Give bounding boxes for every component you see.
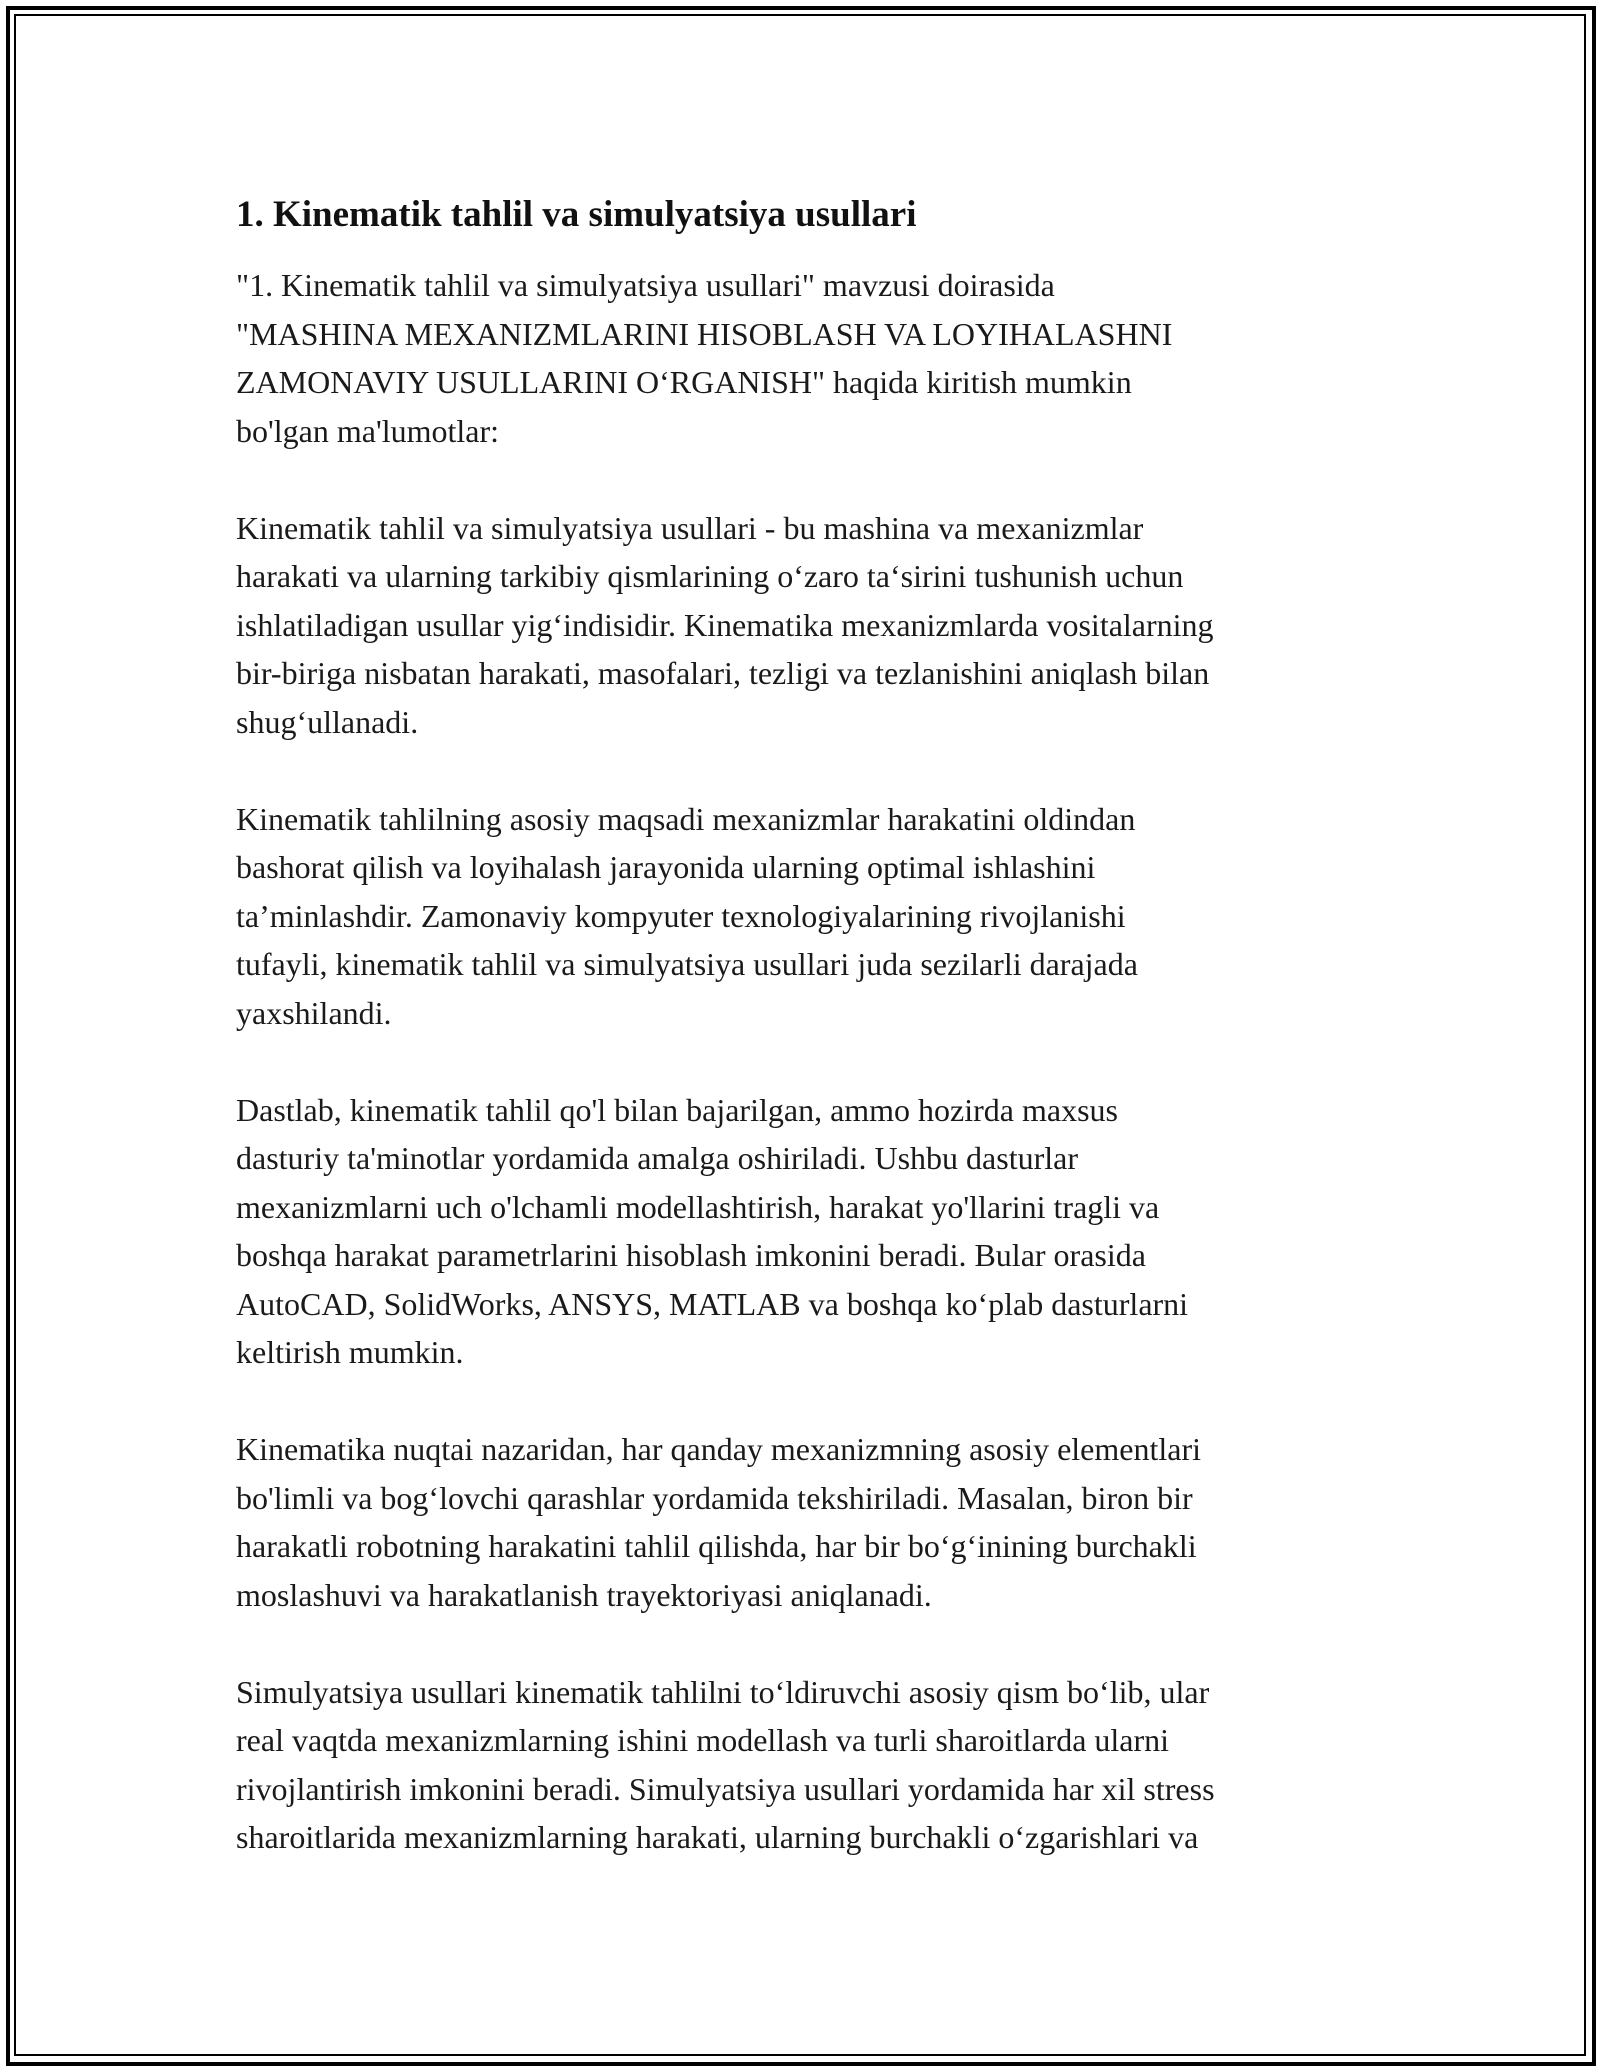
paragraph-purpose: Kinematik tahlilning asosiy maqsadi mexanizmlar harakatini oldindan bashorat qilish va loyihalash jarayonida ularning optimal ishlashini ta’minlashdir. Zamonaviy kompyuter texnologiyalarining rivojlanishi tufayli, kinematik tahlil va simulyatsiya usullari juda sezilarli darajada yaxshilandi. <box>236 800 1138 1031</box>
paragraph-intro: "1. Kinematik tahlil va simulyatsiya usullari" mavzusi doirasida "MASHINA MEXANIZMLARINI HISOBLASH VA LOYIHALASHNI ZAMONAVIY USULLARINI O‘RGANISH" haqida kiritish mumkin bo'lgan ma'lumotlar: <box>236 267 1173 449</box>
paragraph-software: Dastlab, kinematik tahlil qo'l bilan bajarilgan, ammo hozirda maxsus dasturiy ta'minotlar yordamida amalga oshiriladi. Ushbu dasturlar mexanizmlarni uch o'lchamli modellashtirish, harakat yo'llarini tragli va boshqa harakat parametrlarini hisoblash imkonini beradi. Bular orasida AutoCAD, SolidWorks, ANSYS, MATLAB va boshqa ko‘plab dasturlarni keltirish mumkin. <box>236 1091 1189 1370</box>
document-text <box>236 261 1386 1862</box>
paragraph-definition: Kinematik tahlil va simulyatsiya usullari - bu mashina va mexanizmlar harakati va ularning tarkibiy qismlarining o‘zaro ta‘sirini tushunish uchun ishlatiladigan usullar yig‘indisidir. Kinematika mexanizmlarda vositalarning bir-biriga nisbatan harakati, masofalari, tezligi va tezlanishini aniqlash bilan shug‘ullanadi. <box>236 509 1214 740</box>
document-title: 1. Kinematik tahlil va simulyatsiya usullari <box>236 194 917 235</box>
document-body <box>236 190 1386 1862</box>
paragraph-elements: Kinematika nuqtai nazaridan, har qanday mexanizmning asosiy elementlari bo'limli va bog‘lovchi qarashlar yordamida tekshiriladi. Masalan, biron bir harakatli robotning harakatini tahlil qilishda, har bir bo‘g‘inining burchakli moslashuvi va harakatlanish trayektoriyasi aniqlanadi. <box>236 1431 1201 1613</box>
paragraph-simulation: Simulyatsiya usullari kinematik tahlilni to‘ldiruvchi asosiy qism bo‘lib, ular real vaqtda mexanizmlarning ishini modellash va turli sharoitlarda ularni rivojlantirish imkonini beradi. Simulyatsiya usullari yordamida har xil stress sharoitlarida mexanizmlarning harakati, ularning burchakli o‘zgarishlari va <box>236 1673 1215 1855</box>
